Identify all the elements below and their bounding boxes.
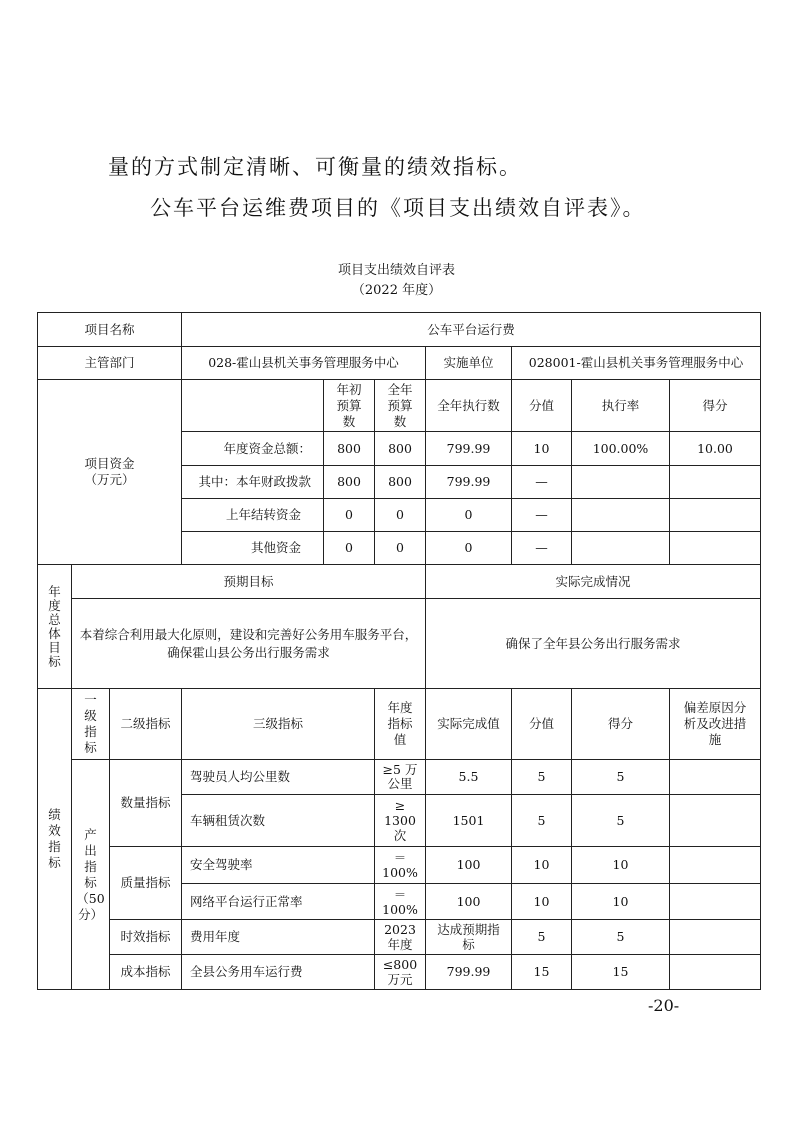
indicator-deviation-note [670,920,761,955]
indicator-actual: 100 [426,884,512,920]
fund-cell [670,499,761,532]
indicator-name: 全县公务用车运行费 [182,955,375,990]
indicator-score: 5 [572,795,670,847]
fund-cell: 800 [375,466,426,499]
indicator-name: 驾驶员人均公里数 [182,760,375,795]
dept-value: 028-霍山县机关事务管理服务中心 [182,347,426,380]
fund-cell: 0 [375,532,426,565]
fund-header-initial-budget: 年初 预算 数 [324,380,375,432]
fund-cell: 0 [426,499,512,532]
fund-cell: — [512,466,572,499]
indicator-target: ≥5 万 公里 [375,760,426,795]
fund-label: 项目资金 （万元） [38,380,182,565]
fund-cell [670,532,761,565]
quality-indicator-label: 质量指标 [110,847,182,920]
table-title: 项目支出绩效自评表 [337,263,455,278]
indicator-score-value: 5 [512,760,572,795]
fund-cell: — [512,499,572,532]
indicator-deviation-note [670,955,761,990]
indicator-score: 5 [572,920,670,955]
fund-cell: 800 [324,432,375,466]
fund-cell: 10.00 [670,432,761,466]
goal-expected-header: 预期目标 [72,565,426,599]
indicator-name: 网络平台运行正常率 [182,884,375,920]
fund-cell: 799.99 [426,432,512,466]
perf-header-actual: 实际完成值 [426,689,512,760]
table-year: （2022 年度） [351,283,442,298]
indicator-actual: 799.99 [426,955,512,990]
fund-header-score-value: 分值 [512,380,572,432]
indicator-actual: 100 [426,847,512,884]
goal-actual-text: 确保了全年县公务出行服务需求 [426,599,761,689]
indicator-deviation-note [670,847,761,884]
indicator-score: 15 [572,955,670,990]
perf-header-score-value: 分值 [512,689,572,760]
body-paragraph-line-1: 量的方式制定清晰、可衡量的绩效指标。 [108,155,522,179]
indicator-target: 2023 年度 [375,920,426,955]
perf-header-score: 得分 [572,689,670,760]
fund-cell: 800 [375,432,426,466]
fund-cell: — [512,532,572,565]
project-name-label: 项目名称 [38,313,182,347]
goal-expected-text: 本着综合利用最大化原则，建设和完善好公务用车服务平台， 确保霍山县公务出行服务需求 [72,599,426,689]
fund-cell: 800 [324,466,375,499]
perf-header-level1: 一 级 指 标 [72,689,110,760]
fund-cell [572,466,670,499]
indicator-score-value: 5 [512,795,572,847]
goal-actual-header: 实际完成情况 [426,565,761,599]
indicator-name: 费用年度 [182,920,375,955]
perf-header-level2: 二级指标 [110,689,182,760]
indicator-score-value: 10 [512,884,572,920]
fund-cell: 10 [512,432,572,466]
cost-indicator-label: 成本指标 [110,955,182,990]
project-name-value: 公车平台运行费 [182,313,761,347]
fund-cell [572,532,670,565]
indicator-score: 10 [572,884,670,920]
impl-label: 实施单位 [426,347,512,380]
fund-cell: 0 [324,532,375,565]
indicator-target: ＝ 100% [375,847,426,884]
fund-header-executed: 全年执行数 [426,380,512,432]
fund-header-score: 得分 [670,380,761,432]
indicator-deviation-note [670,760,761,795]
fund-row-label: 其他资金 [182,532,324,565]
fund-row-label: 其中：本年财政拨款 [182,466,324,499]
fund-row-label: 年度资金总额： [182,432,324,466]
fund-cell: 0 [375,499,426,532]
perf-header-target: 年度 指标 值 [375,689,426,760]
fund-row-label: 上年结转资金 [182,499,324,532]
indicator-score: 10 [572,847,670,884]
output-indicator-label: 产 出 指 标 （50 分） [72,760,110,990]
indicator-name: 安全驾驶率 [182,847,375,884]
fund-cell [572,499,670,532]
indicator-score-value: 15 [512,955,572,990]
indicator-deviation-note [670,884,761,920]
fund-cell [670,466,761,499]
performance-indicators-label: 绩 效 指 标 [38,689,72,990]
indicator-score-value: 5 [512,920,572,955]
indicator-target: ≥ 1300 次 [375,795,426,847]
indicator-score-value: 10 [512,847,572,884]
indicator-deviation-note [670,795,761,847]
annual-goal-label: 年 度 总 体 目 标 [38,565,72,689]
fund-header-exec-rate: 执行率 [572,380,670,432]
fund-cell: 799.99 [426,466,512,499]
fund-cell: 0 [426,532,512,565]
fund-header-annual-budget: 全年 预算 数 [375,380,426,432]
indicator-score: 5 [572,760,670,795]
indicator-name: 车辆租赁次数 [182,795,375,847]
impl-value: 028001-霍山县机关事务管理服务中心 [512,347,761,380]
indicator-target: ＝ 100% [375,884,426,920]
body-paragraph-line-2: 公车平台运维费项目的《项目支出绩效自评表》。 [150,196,646,220]
perf-header-deviation: 偏差原因分 析及改进措 施 [670,689,761,760]
indicator-actual: 达成预期指 标 [426,920,512,955]
timeliness-indicator-label: 时效指标 [110,920,182,955]
fund-cell: 0 [324,499,375,532]
indicator-actual: 1501 [426,795,512,847]
perf-header-level3: 三级指标 [182,689,375,760]
indicator-target: ≤800 万元 [375,955,426,990]
dept-label: 主管部门 [38,347,182,380]
fund-header-blank [182,380,324,432]
page-number: -20- [648,996,680,1015]
quantity-indicator-label: 数量指标 [110,760,182,847]
fund-cell: 100.00% [572,432,670,466]
indicator-actual: 5.5 [426,760,512,795]
